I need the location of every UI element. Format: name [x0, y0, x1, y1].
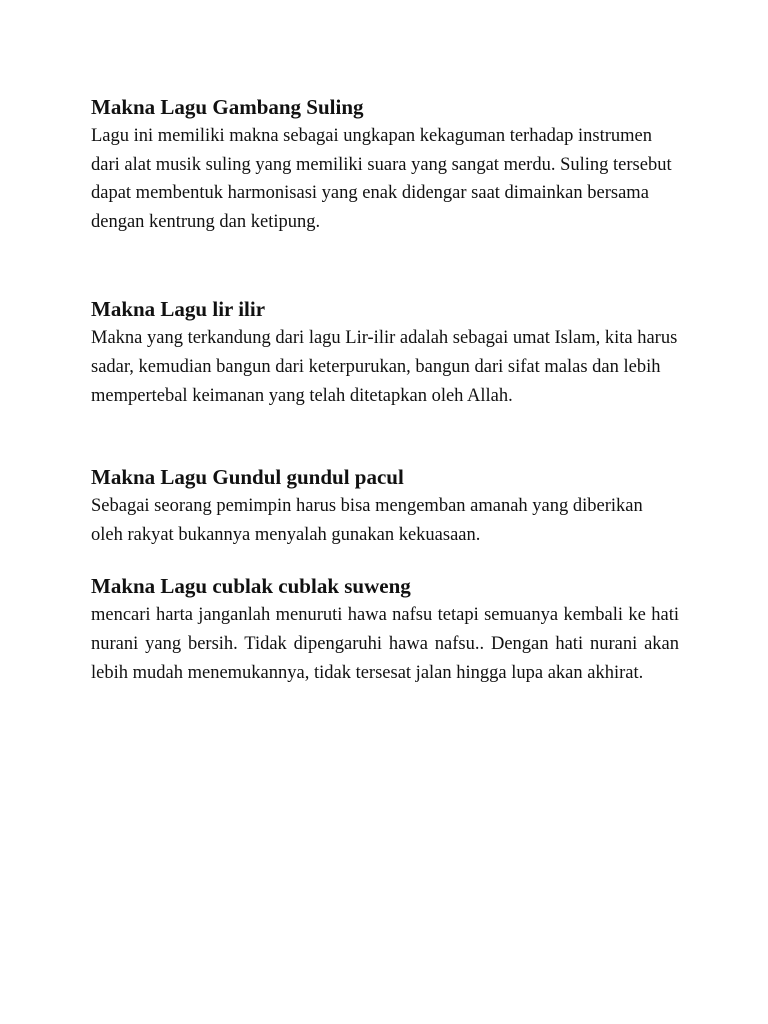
section-paragraph: mencari harta janganlah menuruti hawa nafsu tetapi semuanya kembali ke hati nurani yang bersih. Tidak dipengaruhi hawa nafsu.. Dengan hati nurani akan lebih mudah menemukannya, tidak tersesat jalan hingga lupa akan akhirat. — [91, 605, 679, 683]
document-page — [91, 92, 679, 687]
section-lir-ilir — [91, 294, 679, 410]
section-heading: Makna Lagu Gundul gundul pacul — [91, 465, 404, 490]
section-paragraph: Lagu ini memiliki makna sebagai ungkapan kekaguman terhadap instrumen dari alat musik suling yang memiliki suara yang sangat merdu. Suling tersebut dapat membentuk harmonisasi yang enak didengar saat dimainkan bersama dengan kentrung dan ketipung. — [91, 126, 672, 232]
section-heading: Makna Lagu lir ilir — [91, 297, 266, 322]
section-gambang-suling — [91, 92, 679, 236]
section-heading: Makna Lagu Gambang Suling — [91, 95, 364, 119]
section-paragraph: Sebagai seorang pemimpin harus bisa mengemban amanah yang diberikan oleh rakyat bukannya menyalah gunakan kekuasaan. — [91, 496, 643, 545]
section-gundul-pacul — [91, 462, 679, 549]
section-paragraph: Makna yang terkandung dari lagu Lir-ilir adalah sebagai umat Islam, kita harus sadar, kemudian bangun dari keterpurukan, bangun dari sifat malas dan lebih mempertebal keimanan yang telah ditetapkan oleh Allah. — [91, 328, 678, 406]
section-cublak-suweng — [91, 571, 679, 687]
section-heading: Makna Lagu cublak cublak suweng — [91, 574, 411, 599]
